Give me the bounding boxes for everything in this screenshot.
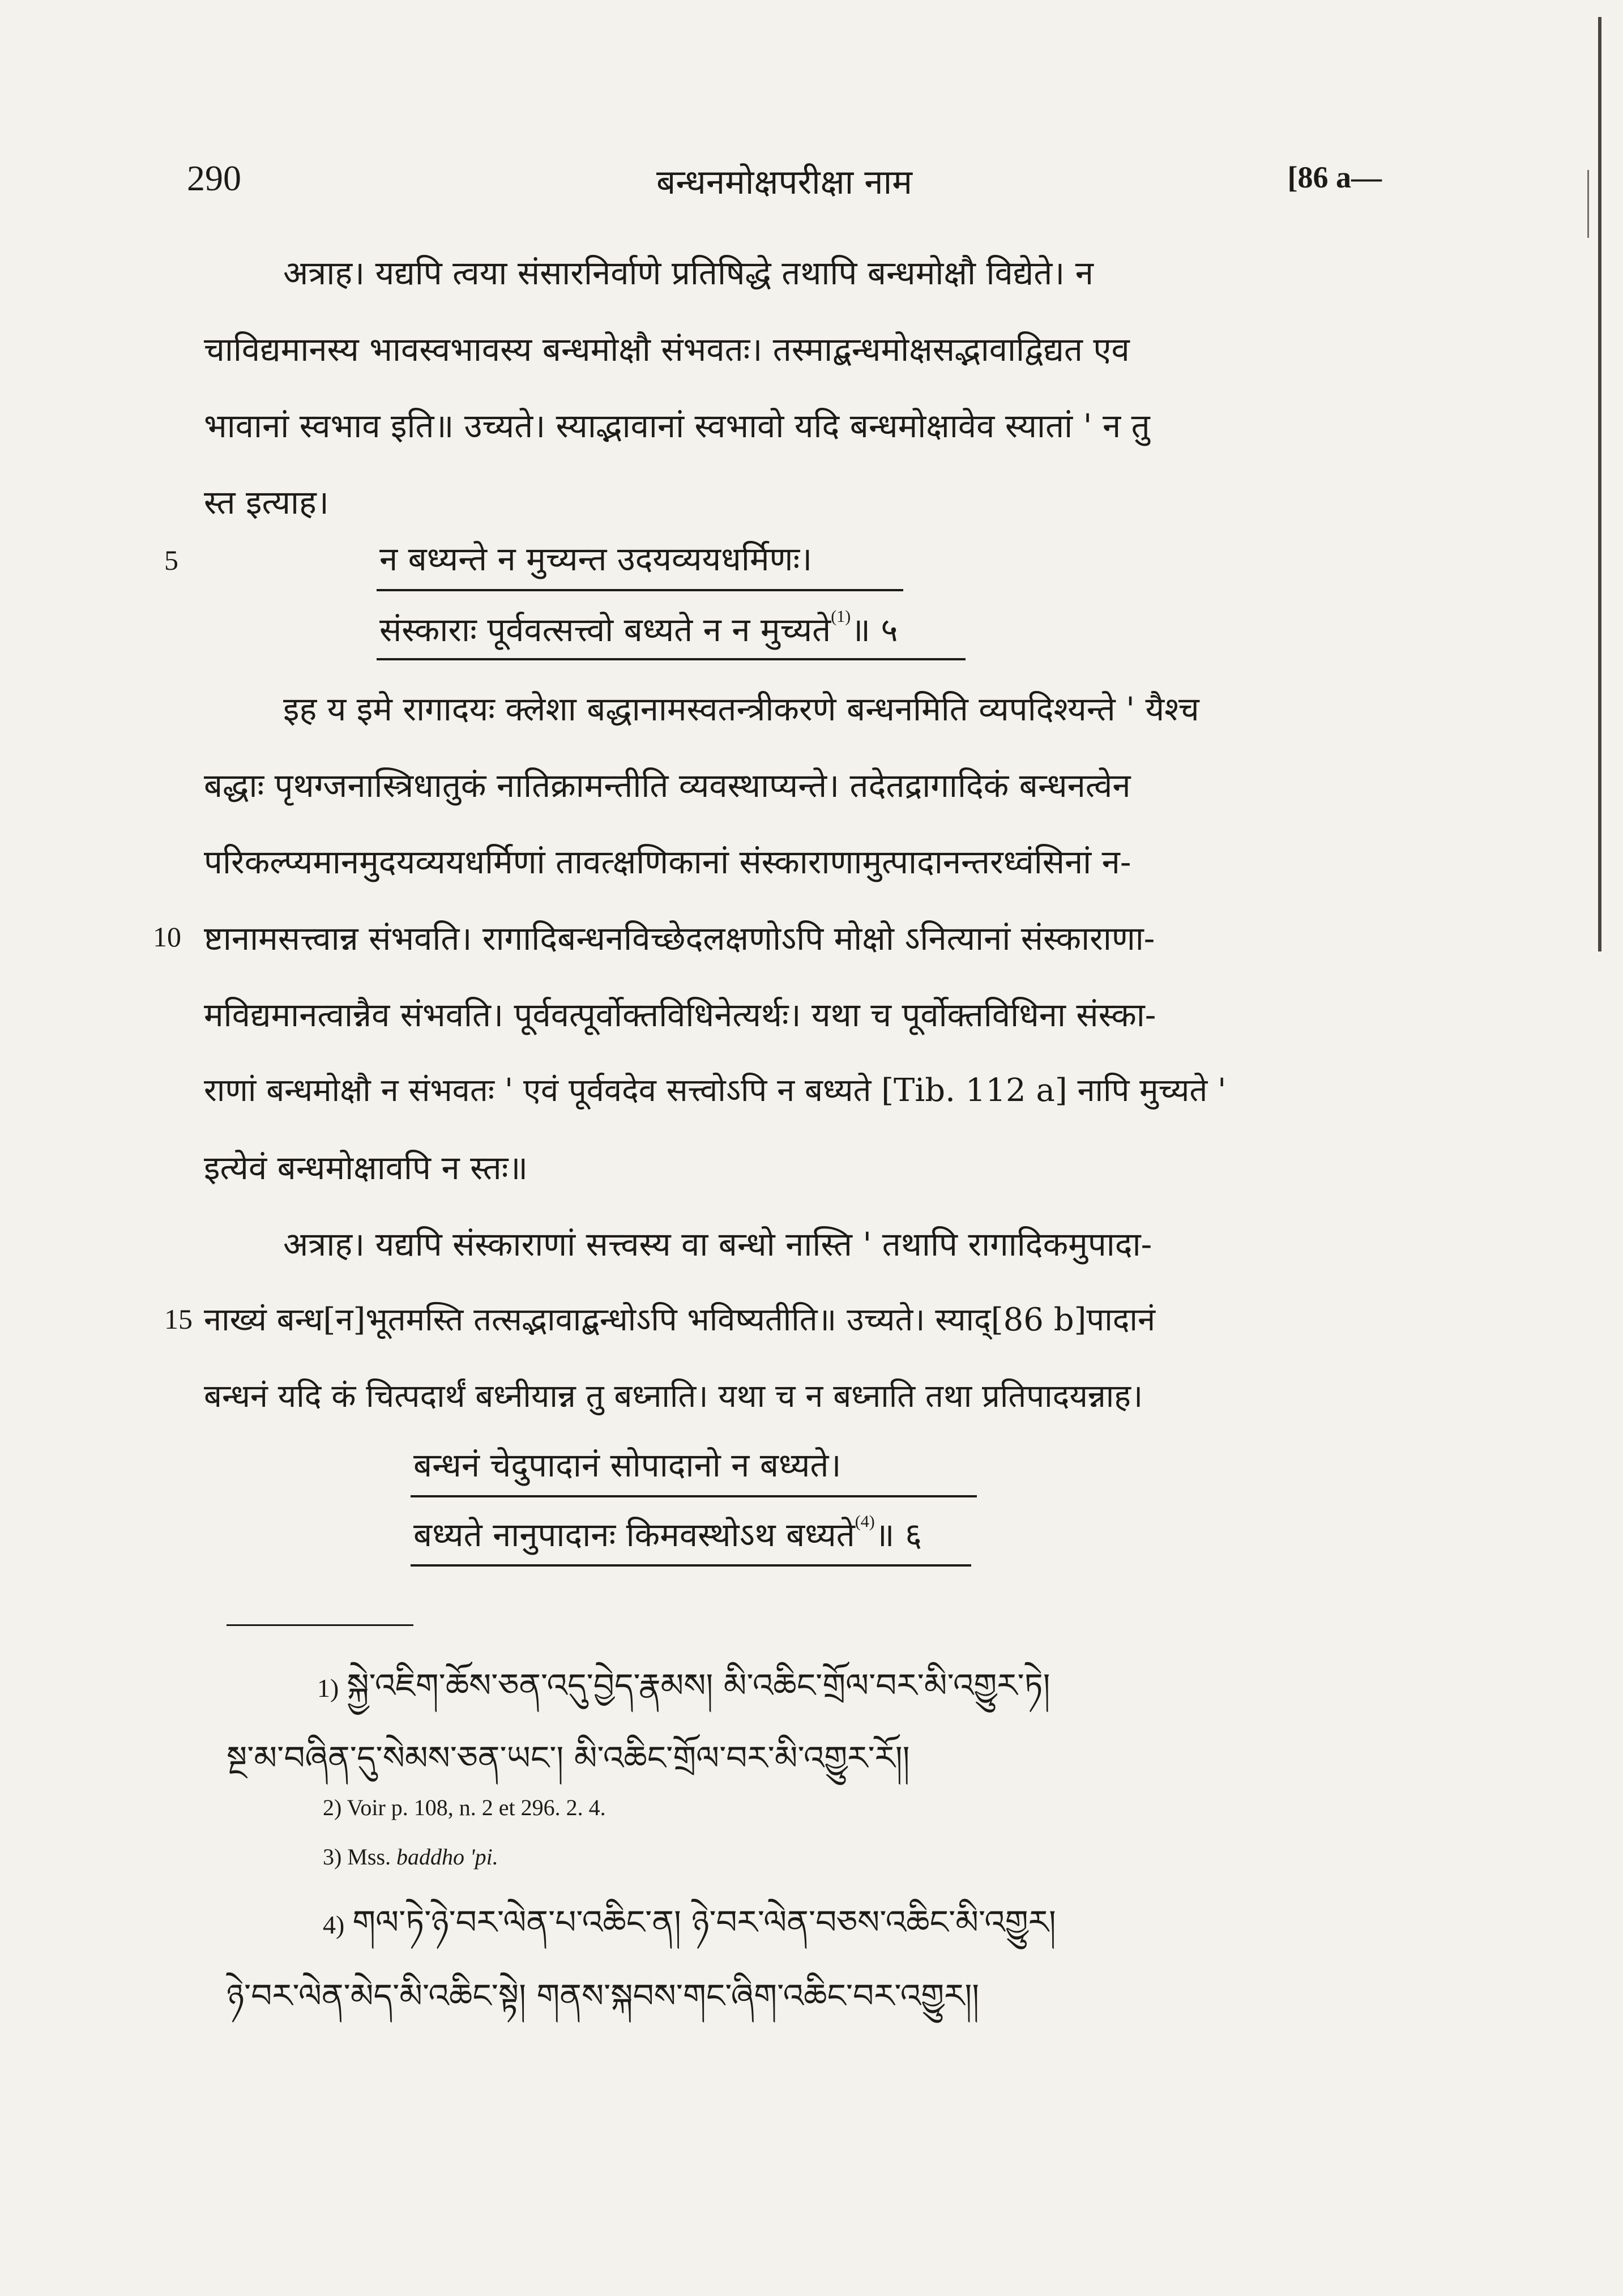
footnote-text: གལ་ཏེ་ཉེ་བར་ལེན་པ་འཆིང་ན། ཉེ་བར་ལེན་བཅས་འཆིང་མི་འགྱུར། — [352, 1903, 1056, 1941]
footnote-3 — [323, 1843, 498, 1870]
footnote-number: 1) — [317, 1674, 339, 1702]
verse-line — [413, 1511, 922, 1556]
footnote-text: སྔ་མ་བཞིན་དུ་སེམས་ཅན་ཡང་། མི་འཆིང་གྲོལ་བར་མི་འགྱུར་རོ།། — [227, 1739, 910, 1777]
body-line: बद्धाः पृथग्जनास्त्रिधातुकं नातिक्रामन्तीति व्यवस्थाप्यन्ते। तदेतद्रागादिकं बन्धनत्वेन — [204, 766, 1131, 805]
verse-text: बध्यते नानुपादानः किमवस्थोऽथ बध्यते — [413, 1516, 855, 1554]
footnote-text: སྐྱེ་འཇིག་ཆོས་ཅན་འདུ་བྱེད་རྣམས། མི་འཆིང་གྲོལ་བར་མི་འགྱུར་ཏེ། — [347, 1666, 1050, 1705]
page-number: 290 — [187, 158, 241, 198]
line-number: 15 — [164, 1303, 193, 1335]
body-line: राणां बन्धमोक्षौ न संभवतः ' एवं पूर्ववदेव सत्त्वोऽपि न बध्यते [Tib. 112 a] नापि मुच्यते ' — [204, 1072, 1227, 1109]
body-line: बन्धनं यदि कं चित्पदार्थं बध्नीयान्न तु बध्नाति। यथा च न बध्नाति तथा प्रतिपादयन्नाह। — [204, 1378, 1143, 1415]
line-number: 5 — [164, 544, 178, 576]
verse-underline — [411, 1564, 971, 1567]
footnote-marker: (4) — [855, 1512, 875, 1531]
page-edge-mark — [1587, 170, 1589, 238]
verse-underline — [377, 589, 903, 591]
footnote-number: 2) — [323, 1795, 342, 1820]
body-line: परिकल्प्यमानमुदयव्ययधर्मिणां तावत्क्षणिकानां संस्काराणामुत्पादानन्तरध्वंसिनां न- — [204, 843, 1131, 881]
verse-text: संस्काराः पूर्ववत्सत्त्वो बध्यते न न मुच्यते — [379, 611, 831, 649]
footnote-text: ཉེ་བར་ལེན་མེད་མི་འཆིང་སྟེ། གནས་སྐབས་གང་ཞིག་འཆིང་བར་འགྱུར།། — [227, 1977, 980, 2015]
footnote-4-continued — [227, 1960, 979, 2052]
running-title: बन्धनमोक्षपरीक्षा नाम — [656, 163, 913, 202]
verse-underline — [377, 658, 966, 660]
body-line: इह य इमे रागादयः क्लेशा बद्धानामस्वतन्त्रीकरणे बन्धनमिति व्यपदिश्यन्ते ' यैश्च — [283, 690, 1199, 728]
verse-line: न बध्यन्ते न मुच्यन्त उदयव्ययधर्मिणः। — [379, 540, 813, 578]
body-line: स्त इत्याह। — [204, 483, 329, 522]
verse-underline — [411, 1495, 977, 1497]
folio-reference: [86 a— — [1287, 160, 1382, 194]
footnote-text: Voir p. 108, n. 2 et 296. 2. 4. — [347, 1795, 606, 1820]
body-line: ष्टानामसत्त्वान्न संभवति। रागादिबन्धनविच्छेदलक्षणोऽपि मोक्षो ऽनित्यानां संस्काराणा- — [204, 919, 1155, 958]
footnote-separator — [227, 1624, 413, 1626]
page-edge-shadow — [1598, 17, 1601, 951]
body-line: अत्राह। यद्यपि त्वया संसारनिर्वाणे प्रतिषिद्धे तथापि बन्धमोक्षौ विद्येते। न — [283, 254, 1094, 292]
footnote-number: 4) — [323, 1910, 345, 1939]
line-number: 10 — [153, 921, 181, 953]
page-header — [187, 152, 1382, 208]
body-line: अत्राह। यद्यपि संस्काराणां सत्त्वस्य वा बन्धो नास्ति ' तथापि रागादिकमुपादा- — [283, 1225, 1152, 1264]
body-line: इत्येवं बन्धमोक्षावपि न स्तः॥ — [204, 1149, 528, 1187]
footnote-marker: (1) — [831, 607, 851, 626]
footnote-text: Mss. — [347, 1844, 391, 1870]
footnote-2 — [323, 1794, 606, 1821]
verse-ending: ॥ ६ — [874, 1516, 922, 1554]
verse-ending: ॥ ५ — [851, 611, 898, 649]
footnote-variant-reading: baddho 'pi. — [396, 1844, 498, 1870]
verse-line: बन्धनं चेदुपादानं सोपादानो न बध्यते। — [413, 1446, 842, 1484]
body-line: भावानां स्वभाव इति॥ उच्यते। स्याद्भावानां स्वभावो यदि बन्धमोक्षावेव स्यातां ' न तु — [204, 407, 1150, 445]
body-line: मविद्यमानत्वान्नैव संभवति। पूर्ववत्पूर्वोक्तविधिनेत्यर्थः। यथा च पूर्वोक्तविधिना संस्का- — [204, 996, 1156, 1034]
verse-line — [379, 606, 898, 651]
footnote-number: 3) — [323, 1844, 342, 1870]
body-line: नाख्यं बन्ध[न]भूतमस्ति तत्सद्भावाद्बन्धोऽपि भविष्यतीति॥ उच्यते। स्याद्[86 b]पादानं — [204, 1301, 1156, 1338]
body-line: चाविद्यमानस्य भावस्वभावस्य बन्धमोक्षौ संभवतः। तस्माद्बन्धमोक्षसद्भावाद्विद्यत एव — [204, 330, 1130, 369]
